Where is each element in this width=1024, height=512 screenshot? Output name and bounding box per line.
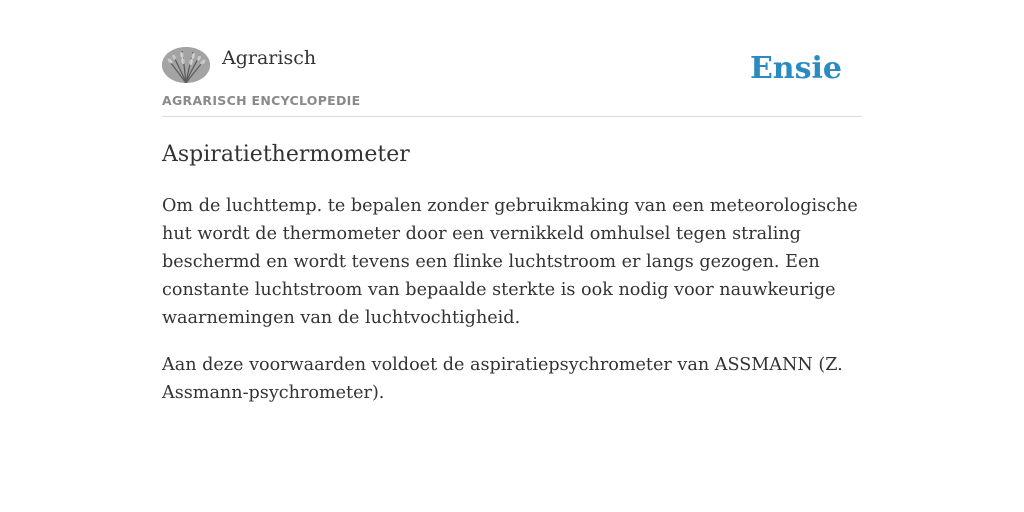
- article-paragraph: Om de luchttemp. te bepalen zonder gebruikmaking van een meteorologische hut wordt de thermometer door een vernikkeld omhulsel tegen straling beschermd en wordt tevens een flinke luchtstroom er langs gezogen. Een constante luchtstroom van bepaalde sterkte is ook nodig voor nauwkeurige waarnemingen van de luchtvochtigheid.: [162, 196, 858, 328]
- article-paragraph: Aan deze voorwaarden voldoet de aspiratiepsychrometer van ASSMANN (Z. Assmann-psychrometer).: [162, 355, 843, 403]
- site-subtitle: AGRARISCH ENCYCLOPEDIE: [162, 93, 361, 108]
- wheat-ears-icon[interactable]: [162, 47, 210, 83]
- site-header: [162, 44, 862, 117]
- brand-logo-link[interactable]: Ensie: [749, 51, 842, 86]
- site-name[interactable]: Agrarisch: [222, 47, 317, 69]
- article-title: Aspiratiethermometer: [162, 142, 410, 167]
- article-body: [162, 192, 864, 426]
